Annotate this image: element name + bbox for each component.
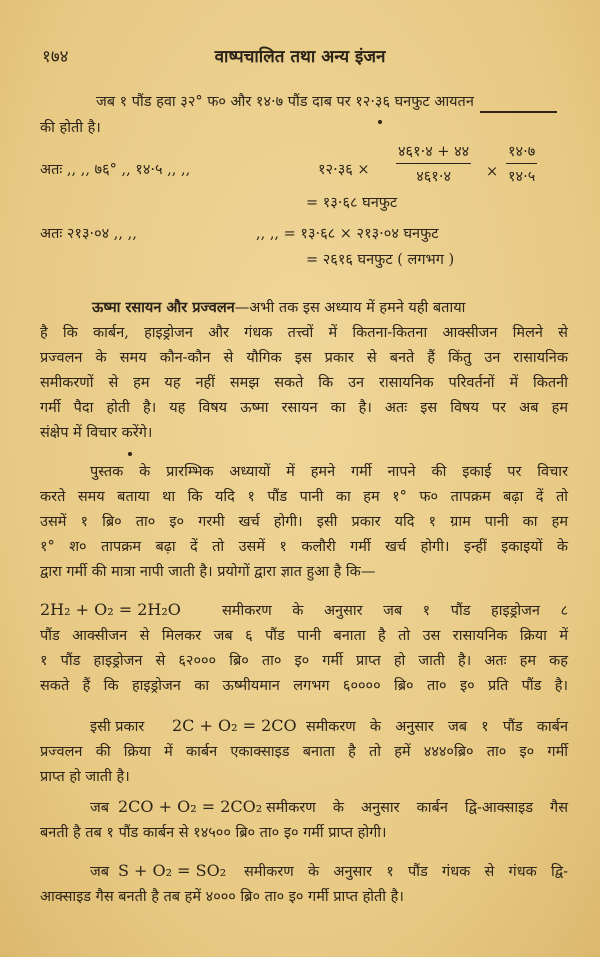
para5-lead: जब <box>90 800 110 816</box>
calc-line-2: की होती है। <box>40 120 101 136</box>
fraction-numerator: ४६१·४ + ४४ <box>396 141 471 164</box>
para1-line: समीकरणों से हम यह नहीं समझ सकते कि उन रासायनिक परिवर्तनों में कितनी <box>40 375 568 391</box>
para6-line: आक्साइड गैस बनती है तब हमें ४००० ब्रि० ता० इ० गर्मी प्राप्त होती है। <box>40 889 404 905</box>
fraction-temperature <box>396 141 471 186</box>
para1-line: है कि कार्बन, हाइड्रोजन और गंधक तत्त्वों में कितना-कितना आक्सीजन मिलने से <box>40 325 568 341</box>
para2-line: करते समय बताया था कि यदि १ पौंड पानी का हम १° फ० तापक्रम बढ़ा दें तो <box>40 489 568 505</box>
ink-dot <box>128 452 132 456</box>
para3-line: पौंड आक्सीजन से मिलकर जब ६ पौंड पानी बनाता है तो उस रासायनिक क्रिया में <box>40 628 568 644</box>
calc-line-3-left: अतः ,, ,, ७६° ,, १४·५ ,, ,, <box>40 162 191 178</box>
para4-line: समीकरण के अनुसार जब १ पौंड कार्बन <box>306 719 568 735</box>
para3-line: सकते हैं कि हाइड्रोजन का ऊष्मीयमान लगभग ६०००० ब्रि० ता० इ० प्रति पौंड है। <box>40 678 568 694</box>
para1-line: गर्मी पैदा होती है। यह विषय ऊष्मा रसायन का है। अतः इस विषय पर अब हम <box>40 400 568 416</box>
para4-line: प्रज्वलन की क्रिया में कार्बन एकाक्साइड बनाता है तो हमें ४४४०ब्रि० ता० इ० गर्मी <box>40 744 568 760</box>
equation-carbon-monoxide: 2C + O₂ = 2CO <box>172 716 297 735</box>
calc-line-1: जब १ पौंड हवा ३२° फ० और १४·७ पौंड दाब पर १२·३६ घनफुट आयतन <box>96 94 474 110</box>
para2-line: १° श० तापक्रम बढ़ा दें तो उसमें १ कलौरी गर्मी खर्च होगी। इन्हीं इकाइयों के <box>40 539 568 555</box>
page-header <box>0 44 600 68</box>
running-title: वाष्पचालित तथा अन्य इंजन <box>214 47 386 67</box>
equation-sulphur-dioxide: S + O₂ = SO₂ <box>118 861 227 880</box>
section-heading <box>92 298 465 318</box>
para1-line: —अभी तक इस अध्याय में हमने यही बताया <box>234 300 466 316</box>
fraction-denominator: ४६१·४ <box>416 169 451 185</box>
ink-dot <box>378 120 382 124</box>
calc-line-5-left: अतः २१३·०४ ,, ,, <box>40 226 137 242</box>
fraction-numerator: १४·७ <box>506 141 537 164</box>
calc-line-6: = २६१६ घनफुट ( लगभग ) <box>306 252 455 268</box>
equation-carbon-dioxide: 2CO + O₂ = 2CO₂ <box>118 797 263 816</box>
para4-lead: इसी प्रकार <box>90 719 145 735</box>
para2-line: उसमें १ ब्रि० ता० इ० गरमी खर्च होगी। इसी प्रकार यदि १ ग्राम पानी का हम <box>40 514 568 530</box>
times-sign: × <box>486 164 499 180</box>
para4-line: प्राप्त हो जाती है। <box>40 769 130 785</box>
calc-line-4: = १३·६८ घनफुट <box>306 195 398 211</box>
para2-line: पुस्तक के प्रारम्भिक अध्यायों में हमने गर्मी नापने की इकाई पर विचार <box>90 464 568 480</box>
page-number: १७४ <box>42 47 69 67</box>
para1-line: संक्षेप में विचार करेंगे। <box>40 425 153 441</box>
fraction-denominator: १४·५ <box>508 169 536 185</box>
calc-line-5-right: ,, ,, = १३·६८ × २१३·०४ घनफुट <box>256 226 439 242</box>
para6-line: समीकरण के अनुसार १ पौंड गंधक से गंधक द्वि- <box>244 864 568 880</box>
calc-line-3-lead: १२·३६ × <box>318 162 370 178</box>
para6-lead: जब <box>90 864 110 880</box>
equation-hydrogen: 2H₂ + O₂ = 2H₂O <box>40 600 181 619</box>
para5-line: बनती है तब १ पौंड कार्बन से १४५०० ब्रि० ता० इ० गर्मी प्राप्त होगी। <box>40 825 387 841</box>
para2-line: द्वारा गर्मी की मात्रा नापी जाती है। प्रयोगों द्वारा ज्ञात हुआ है कि— <box>40 564 376 580</box>
heading-text: ऊष्मा रसायन और प्रज्वलन <box>92 299 235 316</box>
para5-line: समीकरण के अनुसार कार्बन द्वि-आक्साइड गैस <box>266 800 568 816</box>
underline-mark <box>480 111 557 113</box>
fraction-pressure <box>506 141 537 186</box>
para3-line: १ पौंड हाइड्रोजन से ६२००० ब्रि० ता० इ० गर्मी प्राप्त हो जाती है। अतः हम कह <box>40 653 568 669</box>
para3-line: समीकरण के अनुसार जब १ पौंड हाइड्रोजन ८ <box>222 603 568 619</box>
para1-line: प्रज्वलन के समय कौन-कौन से यौगिक इस प्रकार से बनते हैं किंतु उन रासायनिक <box>40 350 568 366</box>
